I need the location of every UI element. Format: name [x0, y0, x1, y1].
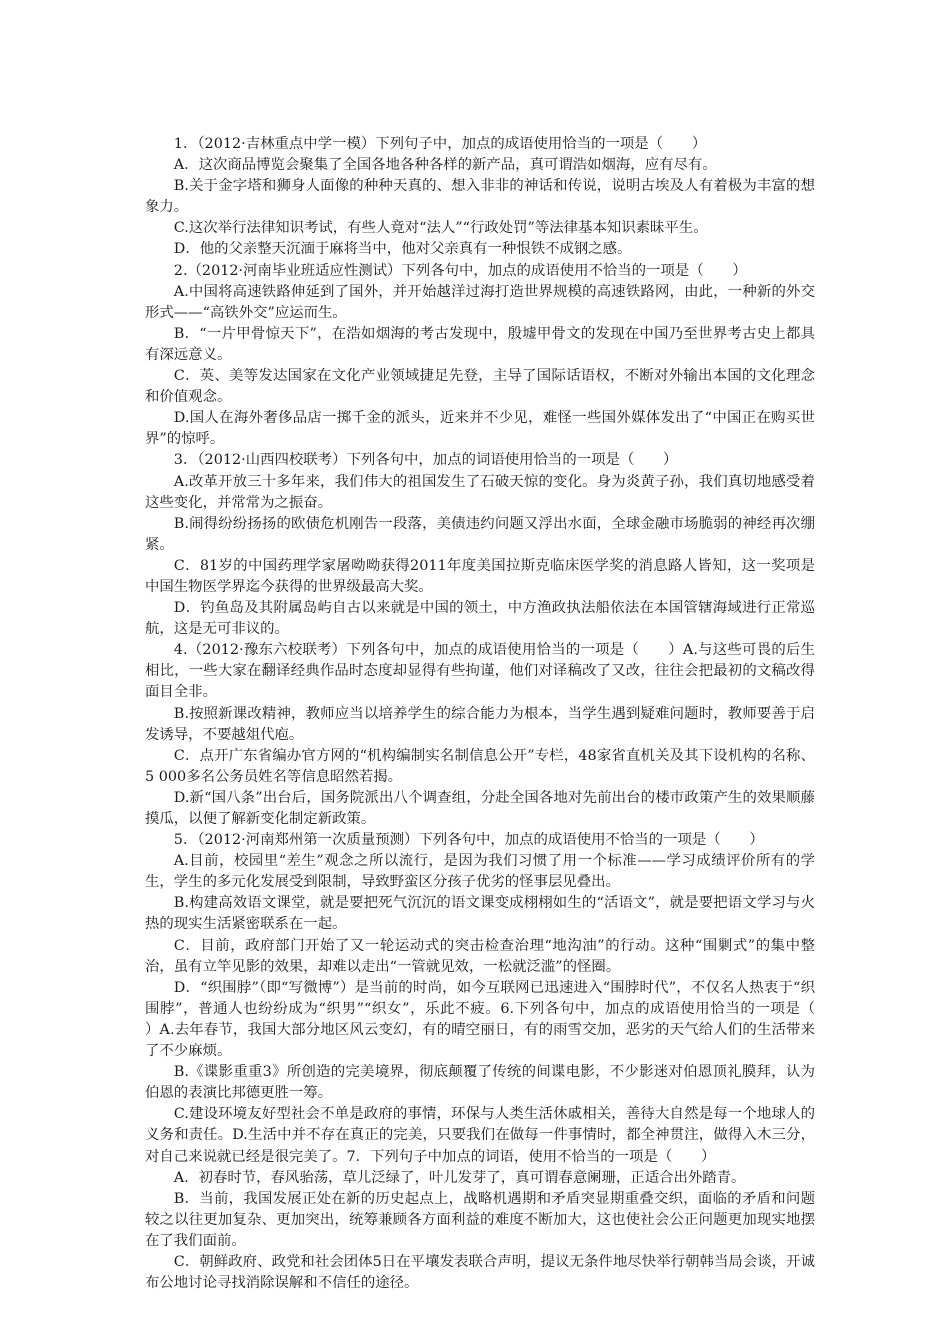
- question-4-stem: 4.（2012·豫东六校联考）下列各句中，加点的成语使用恰当的一项是（ ）A.与这些可畏的后生相比，一些大家在翻译经典作品时态度却显得有些拘谨，他们对译稿改了又改，往往会把最初的文稿改得面目全非。: [145, 642, 815, 701]
- exercise-text: [145, 134, 844, 1294]
- question-2-option-b: B．“一片甲骨惊天下”，在浩如烟海的考古发现中，殷墟甲骨文的发现在中国乃至世界考古史上都具有深远意义。: [145, 325, 815, 363]
- question-4-option-c: C．点开广东省编办官方网的“机构编制实名制信息公开”专栏，48家省直机关及其下设机构的名称、5 000多名公务员姓名等信息昭然若揭。: [145, 747, 815, 785]
- question-7-option-a: A．初春时节，春风骀荡，草儿泛绿了，叶儿发芽了，真可谓春意阑珊，正适合出外踏青。: [173, 1169, 746, 1186]
- question-6-option-c: C.建设环境友好型社会不单是政府的事情，环保与人类生活休戚相关，善待大自然是每一个地球人的义务和责任。D.生活中并不存在真正的完美，只要我们在做每一件事情时，都全神贯注，做得入木三分，对自己来说就已经是很完美了。7．下列句子中加点的词语，使用不恰当的一项是（ ）: [145, 1106, 815, 1165]
- question-2-option-d: D.国人在海外奢侈品店一掷千金的派头，近来并不少见，难怪一些国外媒体发出了“中国正在购买世界”的惊呼。: [145, 410, 815, 448]
- question-3-option-b: B.闹得纷纷扬扬的欧债危机刚告一段落，美债违约问题又浮出水面，全球金融市场脆弱的神经再次绷紧。: [145, 515, 815, 553]
- question-6-option-b: B.《谍影重重3》所创造的完美境界，彻底颠覆了传统的间谍电影，不少影迷对伯恩顶礼膜拜，认为伯恩的表演比邦德更胜一筹。: [145, 1064, 815, 1102]
- question-1-option-c: C.这次举行法律知识考试，有些人竟对“法人”“行政处罚”等法律基本知识素昧平生。: [173, 220, 708, 237]
- question-1-option-b: B.关于金字塔和狮身人面像的种种天真的、想入非非的神话和传说，说明古埃及人有着极为丰富的想象力。: [145, 178, 815, 216]
- question-5-stem: 5．（2012·河南郑州第一次质量预测）下列各句中，加点的成语使用不恰当的一项是（ ）: [173, 832, 764, 849]
- question-5-option-c: C．目前，政府部门开始了又一轮运动式的突击检查治理“地沟油”的行动。这种“围剿式”的集中整治，虽有立竿见影的效果，却难以走出“一管就见效，一松就泛滥”的怪圈。: [145, 937, 815, 975]
- question-1-option-d: D．他的父亲整天沉湎于麻将当中，他对父亲真有一种恨铁不成钢之感。: [173, 241, 632, 258]
- question-5-option-d: D．“织围脖”（即“写微博”）是当前的时尚，如今互联网已迅速进入“围脖时代”，不仅名人热衷于“织围脖”，普通人也纷纷成为“织男”“织女”，乐此不疲。6.下列各句中，加点的成语使用恰当的一项是（ ）A.去年春节，我国大部分地区风云变幻，有的晴空丽日，有的雨雪交加，恶劣的天气给人们的生活带来了不少麻烦。: [145, 979, 844, 1060]
- question-3-option-c: C．81岁的中国药理学家屠呦呦获得2011年度美国拉斯克临床医学奖的消息路人皆知，这一奖项是中国生物医学界迄今获得的世界级最高大奖。: [145, 557, 815, 595]
- question-4-option-b: B.按照新课改精神，教师应当以培养学生的综合能力为根本，当学生遇到疑难问题时，教师要善于启发诱导，不要越俎代庖。: [145, 705, 815, 743]
- question-7-option-b: B．当前，我国发展正处在新的历史起点上，战略机遇期和矛盾突显期重叠交织，面临的矛盾和问题较之以往更加复杂、更加突出，统筹兼顾各方面利益的难度不断加大，这也使社会公正问题更加现实地摆在了我们面前。: [145, 1190, 815, 1249]
- question-5-option-b: B.构建高效语文课堂，就是要把死气沉沉的语文课变成栩栩如生的“活语文”，就是要把语文学习与火热的现实生活紧密联系在一起。: [145, 895, 815, 933]
- question-1-stem: 1．（2012·吉林重点中学一模）下列句子中，加点的成语使用恰当的一项是（ ）: [173, 136, 707, 152]
- question-3-stem: 3．（2012·山西四校联考）下列各句中，加点的词语使用恰当的一项是（ ）: [173, 452, 678, 469]
- question-3-option-a: A.改革开放三十多年来，我们伟大的祖国发生了石破天惊的变化。身为炎黄子孙，我们真切地感受着这些变化，并常常为之振奋。: [145, 473, 815, 511]
- question-2-option-c: C．英、美等发达国家在文化产业领域捷足先登，主导了国际话语权，不断对外输出本国的文化理念和价值观念。: [145, 368, 815, 406]
- question-5-option-a: A.目前，校园里“差生”观念之所以流行，是因为我们习惯了用一个标准——学习成绩评价所有的学生，学生的多元化发展受到限制，导致野蛮区分孩子优劣的怪事层见叠出。: [145, 853, 815, 891]
- question-2-stem: 2.（2012·河南毕业班适应性测试）下列各句中，加点的成语使用不恰当的一项是（ ）: [173, 262, 747, 279]
- question-2-option-a: A.中国将高速铁路伸延到了国外，并开始越洋过海打造世界规模的高速铁路网，由此，一种新的外交形式——“高铁外交”应运而生。: [145, 283, 815, 321]
- question-4-option-d: D.新“国八条”出台后，国务院派出八个调查组，分赴全国各地对先前出台的楼市政策产生的效果顺藤摸瓜，以便了解新变化制定新政策。: [145, 789, 815, 827]
- question-7-option-c: C．朝鲜政府、政党和社会团体5日在平壤发表联合声明，提议无条件地尽快举行朝韩当局会谈，开诚布公地讨论寻找消除误解和不信任的途径。: [145, 1253, 815, 1292]
- question-3-option-d: D．钓鱼岛及其附属岛屿自古以来就是中国的领土，中方渔政执法船依法在本国管辖海域进行正常巡航，这是无可非议的。: [145, 600, 815, 638]
- question-1-option-a: A．这次商品博览会聚集了全国各地各种各样的新产品，真可谓浩如烟海，应有尽有。: [173, 157, 717, 174]
